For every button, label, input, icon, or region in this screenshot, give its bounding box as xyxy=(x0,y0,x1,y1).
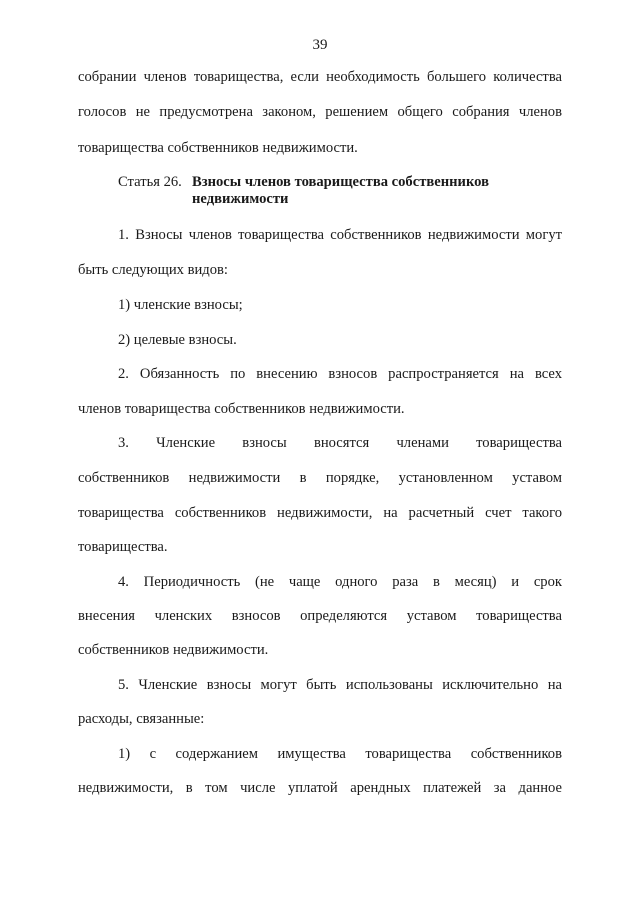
paragraph-line: собственников недвижимости. xyxy=(78,642,269,658)
paragraph-line: товарищества собственников недвижимости, на расчетный счет такого xyxy=(78,505,562,521)
paragraph-line: товарищества. xyxy=(78,539,168,555)
paragraph-line: расходы, связанные: xyxy=(78,711,205,727)
paragraph-line: членов товарищества собственников недвижимости. xyxy=(78,401,405,417)
paragraph-line: быть следующих видов: xyxy=(78,262,228,278)
paragraph-line: собственников недвижимости в порядке, установленном уставом xyxy=(78,470,562,486)
article-label: Статья 26. xyxy=(118,174,182,190)
paragraph-line: недвижимости, в том числе уплатой арендных платежей за данное xyxy=(78,780,562,796)
page-number: 39 xyxy=(312,37,328,53)
paragraph-line: 3. Членские взносы вносятся членами товарищества xyxy=(118,435,562,451)
text-line: собрании членов товарищества, если необходимость большего количества xyxy=(78,69,562,85)
paragraph-line: 1. Взносы членов товарищества собственников недвижимости могут xyxy=(118,227,562,243)
paragraph-line: 2. Обязанность по внесению взносов распространяется на всех xyxy=(118,366,562,382)
list-item: 1) членские взносы; xyxy=(118,297,243,313)
list-item: 1) с содержанием имущества товарищества собственников xyxy=(118,746,562,762)
text-line: товарищества собственников недвижимости. xyxy=(78,140,358,156)
article-title-continued: недвижимости xyxy=(192,191,289,207)
paragraph-line: 4. Периодичность (не чаще одного раза в месяц) и срок xyxy=(118,574,562,590)
paragraph-line: внесения членских взносов определяются уставом товарищества xyxy=(78,608,562,624)
list-item: 2) целевые взносы. xyxy=(118,332,237,348)
text-line: голосов не предусмотрена законом, решением общего собрания членов xyxy=(78,104,562,120)
paragraph-line: 5. Членские взносы могут быть использованы исключительно на xyxy=(118,677,562,693)
article-title: Взносы членов товарищества собственников xyxy=(192,174,489,190)
article-heading xyxy=(118,173,489,191)
